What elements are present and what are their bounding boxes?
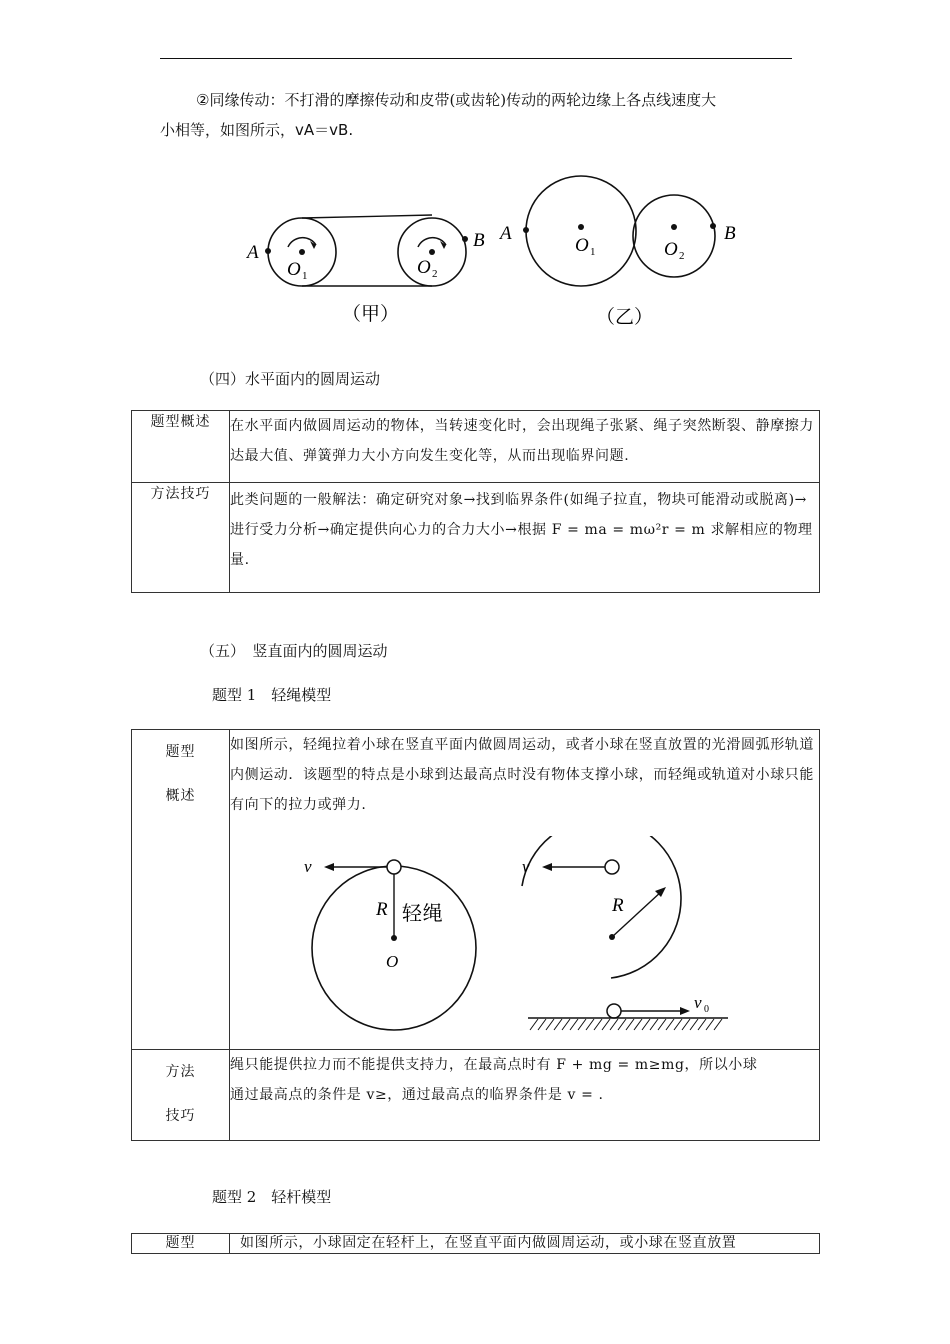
transmission-figure <box>230 165 770 335</box>
row-text: 此类问题的一般解法：确定研究对象→找到临界条件(如绳子拉直，物块可能滑动或脱离)→进行受力分析→确定提供向心力的合力大小→根据 F = ma = mω²r = m 求解相应的物理量. <box>230 483 820 593</box>
velocity-formula: vA＝vB. <box>295 121 354 139</box>
circle-number: ② <box>196 91 210 109</box>
gear-large <box>526 176 636 286</box>
svg-text:O: O <box>575 235 589 256</box>
ball-top <box>605 860 619 874</box>
svg-text:2: 2 <box>432 268 438 280</box>
svg-text:v: v <box>694 993 703 1012</box>
caption-jia: （甲） <box>342 304 400 325</box>
svg-text:O: O <box>417 257 431 278</box>
type-2-title: 题型 2 轻杆模型 <box>212 1188 332 1206</box>
svg-text:2: 2 <box>679 250 685 262</box>
row-label: 方法技巧 <box>132 483 230 593</box>
table-row <box>132 730 820 1050</box>
svg-text:A: A <box>500 223 512 244</box>
svg-text:A: A <box>247 242 259 263</box>
row-label: 题型概述 <box>132 411 230 483</box>
row-label: 方法 技巧 <box>132 1050 230 1141</box>
belt-drive-diagram <box>245 215 485 325</box>
point-a <box>523 227 529 233</box>
table-row <box>132 1050 820 1141</box>
svg-text:R: R <box>612 895 625 916</box>
center-point <box>391 935 397 941</box>
point-b <box>462 236 468 242</box>
type-1-title: 题型 1 轻绳模型 <box>212 686 332 704</box>
row-label: 题型 <box>132 1234 230 1254</box>
header-rule <box>160 58 792 59</box>
gear-drive-diagram <box>498 176 736 328</box>
center-o1 <box>578 224 584 230</box>
section-4-heading: （四）水平面内的圆周运动 <box>200 370 381 388</box>
point-a <box>265 248 271 254</box>
svg-text:O: O <box>287 259 301 280</box>
row-text: 如图所示，轻绳拉着小球在竖直平面内做圆周运动，或者小球在竖直放置的光滑圆弧形轨道内侧运动．该题型的特点是小球到达最高点时没有物体支撑小球，而轻绳或轨道对小球只能有向下的拉力或弹力. v R 轻绳 O v R v 0 <box>230 730 820 1050</box>
section-5-heading: （五） 竖直面内的圆周运动 <box>200 642 388 660</box>
curved-track <box>522 836 681 978</box>
svg-text:1: 1 <box>302 270 308 282</box>
ball-top <box>387 860 401 874</box>
table-row <box>132 411 820 483</box>
svg-text:R: R <box>376 899 389 920</box>
row-text: 在水平面内做圆周运动的物体，当转速变化时，会出现绳子张紧、绳子突然断裂、静摩擦力达最大值、弹簧弹力大小方向发生变化等，从而出现临界问题. <box>230 411 820 483</box>
row-text: 绳只能提供拉力而不能提供支持力，在最高点时有 F + mg = m≥mg，所以小球 通过最高点的条件是 v≥，通过最高点的临界条件是 v = . <box>230 1050 820 1141</box>
ground-hatch <box>530 1019 722 1030</box>
svg-text:v: v <box>522 857 531 876</box>
table-row <box>132 483 820 593</box>
svg-text:B: B <box>724 223 736 244</box>
svg-text:O: O <box>386 952 399 971</box>
intro-line-2: 小相等，如图所示，vA＝vB. <box>160 121 354 139</box>
rope-model-figure <box>230 836 790 1036</box>
center-o2 <box>671 224 677 230</box>
svg-text:B: B <box>473 230 485 251</box>
caption-yi: （乙） <box>596 307 654 328</box>
section-5-table <box>131 729 820 1141</box>
rope-label: 轻绳 <box>402 903 444 925</box>
row-label: 题型 概述 <box>132 730 230 1050</box>
intro-line-1: ②同缘传动：不打滑的摩擦传动和皮带(或齿轮)传动的两轮边缘上各点线速度大 <box>196 91 717 109</box>
belt-top <box>302 215 432 218</box>
svg-text:O: O <box>664 239 678 260</box>
section-5-table-2 <box>131 1233 820 1254</box>
section-4-table <box>131 410 820 593</box>
ball-bottom <box>607 1004 621 1018</box>
point-b <box>710 223 716 229</box>
svg-text:v: v <box>304 857 313 876</box>
center-o2 <box>429 249 435 255</box>
svg-text:1: 1 <box>590 246 596 258</box>
center-o1 <box>299 249 305 255</box>
svg-text:0: 0 <box>704 1004 710 1015</box>
row-text: 如图所示，小球固定在轻杆上，在竖直平面内做圆周运动，或小球在竖直放置 <box>230 1234 820 1254</box>
gear-small <box>633 195 715 277</box>
table-row <box>132 1234 820 1254</box>
